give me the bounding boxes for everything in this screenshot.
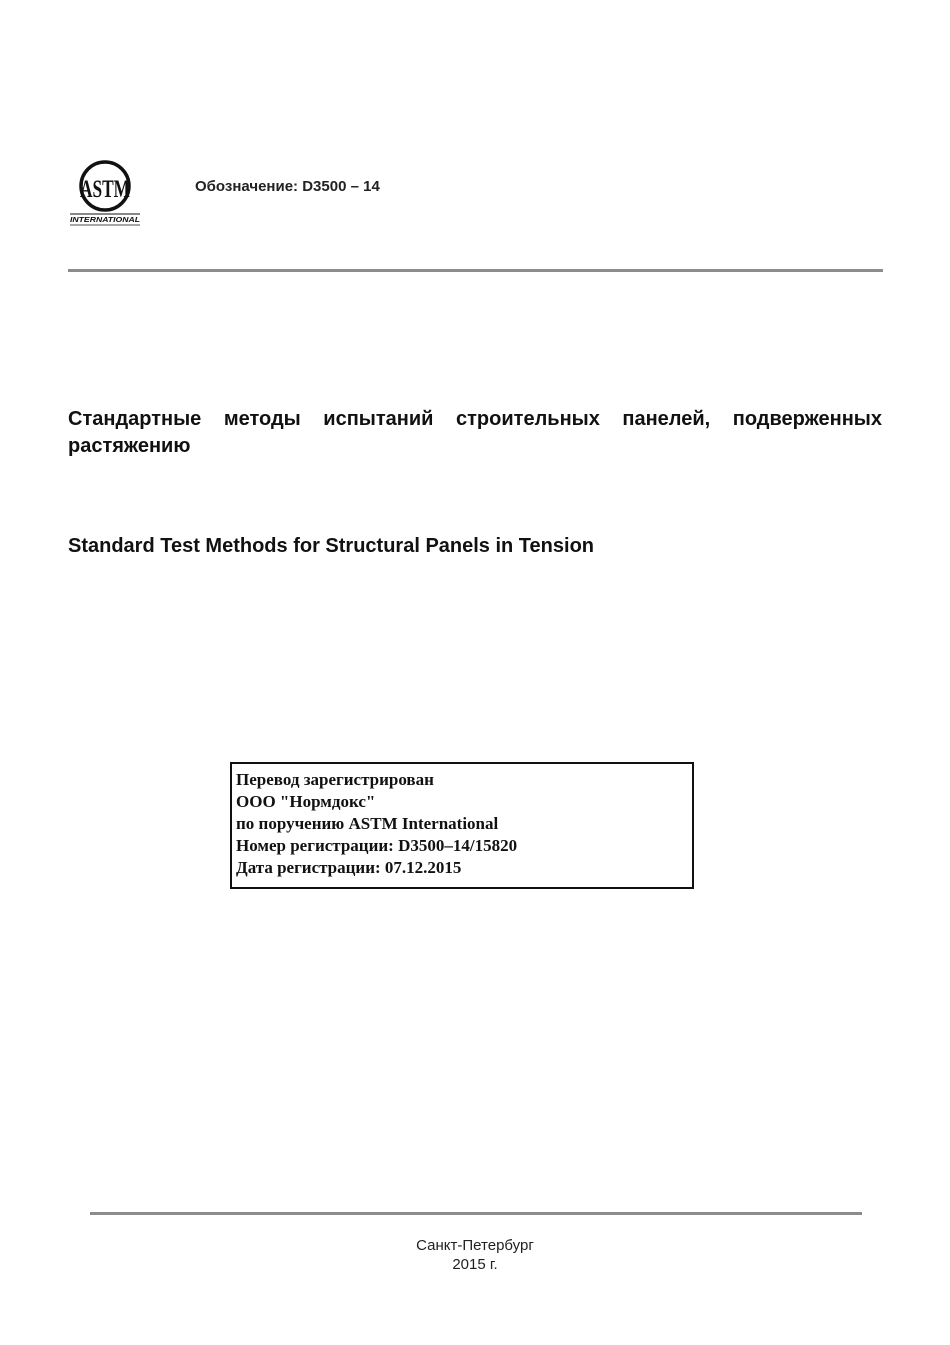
footer-divider (90, 1212, 862, 1215)
header-divider (68, 269, 883, 272)
title-russian: Стандартные методы испытаний строительных панелей, подверженных растяжению (68, 408, 882, 457)
svg-text:ASTM: ASTM (80, 176, 130, 203)
registration-line: по поручению ASTM International (236, 814, 499, 833)
footer (0, 1236, 950, 1274)
document-designation: Обозначение: D3500 – 14 (195, 178, 380, 195)
registration-line: Номер регистрации: D3500–14/15820 (236, 836, 518, 855)
registration-line: Дата регистрации: 07.12.2015 (236, 858, 462, 877)
registration-line: ООО "Нормдокс" (236, 792, 376, 811)
registration-box (230, 762, 694, 889)
registration-line: Перевод зарегистрирован (236, 770, 434, 789)
footer-year: 2015 г. (452, 1256, 498, 1273)
svg-text:INTERNATIONAL: INTERNATIONAL (70, 215, 141, 224)
title-english: Standard Test Methods for Structural Panels in Tension (68, 535, 594, 557)
footer-city: Санкт-Петербург (416, 1237, 534, 1254)
astm-international-logo-icon (66, 158, 144, 228)
